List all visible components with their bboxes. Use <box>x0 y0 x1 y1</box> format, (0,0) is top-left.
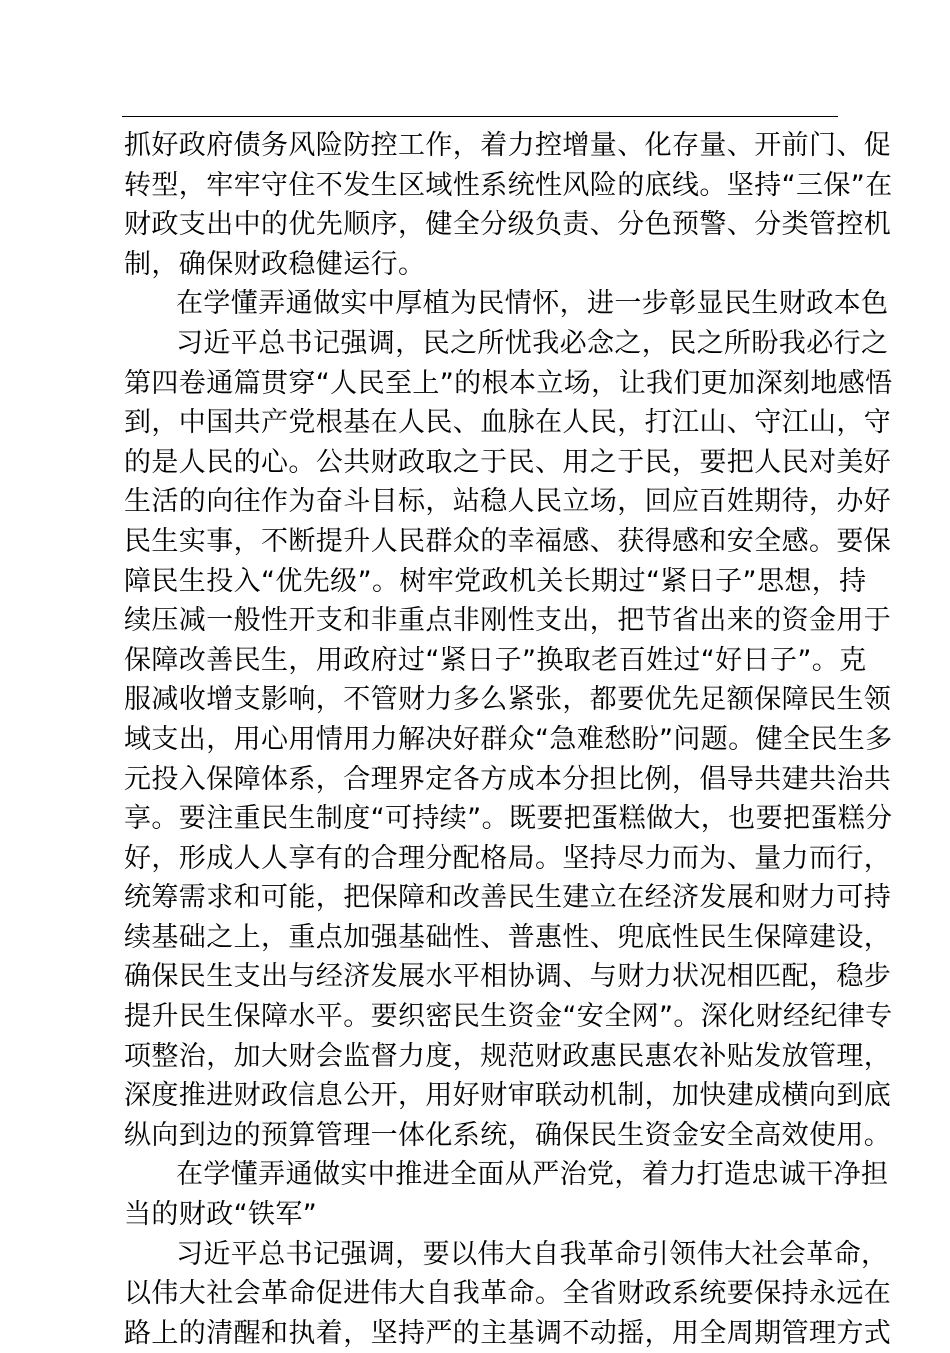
text-line: 纵向到边的预算管理一体化系统，确保民生资金安全高效使用。 <box>124 1119 892 1151</box>
text-line: 第四卷通篇贯穿“人民至上”的根本立场，让我们更加深刻地感悟 <box>124 367 893 399</box>
text-line: 的是人民的心。公共财政取之于民、用之于民，要把人民对美好 <box>124 446 892 478</box>
text-line: 习近平总书记强调，要以伟大自我革命引领伟大社会革命， <box>176 1238 889 1270</box>
text-line: 续基础之上，重点加强基础性、普惠性、兜底性民生保障建设， <box>124 921 892 953</box>
text-line: 到，中国共产党根基在人民、血脉在人民，打江山、守江山，守 <box>124 407 892 439</box>
text-line: 确保民生支出与经济发展水平相协调、与财力状况相匹配，稳步 <box>124 961 892 993</box>
text-line: 统筹需求和可能，把保障和改善民生建立在经济发展和财力可持 <box>124 882 892 914</box>
text-line: 财政支出中的优先顺序，健全分级负责、分色预警、分类管控机 <box>124 209 892 241</box>
text-line: 深度推进财政信息公开，用好财审联动机制，加快建成横向到底 <box>124 1080 892 1112</box>
text-line: 习近平总书记强调，民之所忧我必念之，民之所盼我必行之 <box>176 327 889 359</box>
text-line: 享。要注重民生制度“可持续”。既要把蛋糕做大，也要把蛋糕分 <box>124 803 893 835</box>
text-line: 生活的向往作为奋斗目标，站稳人民立场，回应百姓期待，办好 <box>124 486 892 518</box>
text-line: 路上的清醒和执着，坚持严的主基调不动摇，用全周期管理方式 <box>124 1317 892 1349</box>
document-body <box>124 126 893 1353</box>
text-line: 以伟大社会革命促进伟大自我革命。全省财政系统要保持永远在 <box>124 1278 892 1310</box>
text-line: 民生实事，不断提升人民群众的幸福感、获得感和安全感。要保 <box>124 525 892 557</box>
text-line: 域支出，用心用情用力解决好群众“急难愁盼”问题。健全民生多 <box>124 723 893 755</box>
text-line: 保障改善民生，用政府过“紧日子”换取老百姓过“好日子”。克 <box>124 644 867 676</box>
text-line: 项整治，加大财会监督力度，规范财政惠民惠农补贴发放管理， <box>124 1040 892 1072</box>
text-line: 当的财政“铁军” <box>124 1199 318 1231</box>
text-line: 抓好政府债务风险防控工作，着力控增量、化存量、开前门、促 <box>124 130 892 161</box>
text-line: 障民生投入“优先级”。树牢党政机关长期过“紧日子”思想，持 <box>124 565 867 597</box>
text-line: 服减收增支影响，不管财力多么紧张，都要优先足额保障民生领 <box>124 684 892 716</box>
text-line: 转型，牢牢守住不发生区域性系统性风险的底线。坚持“三保”在 <box>124 169 893 201</box>
text-line: 元投入保障体系，合理界定各方成本分担比例，倡导共建共治共 <box>124 763 892 795</box>
text-line: 制，确保财政稳健运行。 <box>124 248 426 280</box>
text-line: 好，形成人人享有的合理分配格局。坚持尽力而为、量力而行， <box>124 842 892 874</box>
text-line: 在学懂弄通做实中厚植为民情怀，进一步彰显民生财政本色 <box>176 288 889 320</box>
text-line: 在学懂弄通做实中推进全面从严治党，着力打造忠诚干净担 <box>176 1159 889 1191</box>
text-line: 续压减一般性开支和非重点非刚性支出，把节省出来的资金用于 <box>124 605 892 637</box>
text-line: 提升民生保障水平。要织密民生资金“安全网”。深化财经纪律专 <box>124 1001 893 1033</box>
header-rule <box>122 116 838 117</box>
